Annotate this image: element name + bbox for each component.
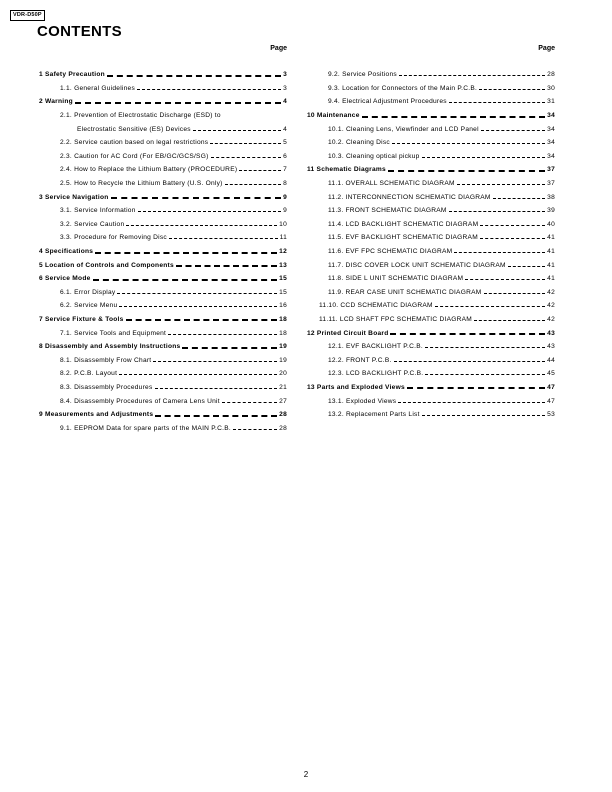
toc-entry-page: 6 xyxy=(283,152,287,160)
dot-leader xyxy=(107,75,281,77)
toc-entry[interactable] xyxy=(307,326,555,340)
toc-entry-label: 2.4. How to Replace the Lithium Battery (PROCEDURE) xyxy=(60,166,238,174)
dot-leader xyxy=(239,170,281,171)
toc-entry[interactable] xyxy=(307,381,555,395)
toc-entry[interactable] xyxy=(39,353,287,367)
toc-entry-page: 28 xyxy=(279,424,287,432)
toc-entry-label: Electrostatic Sensitive (ES) Devices xyxy=(77,125,191,133)
dot-leader xyxy=(398,402,545,403)
dot-leader xyxy=(399,75,545,76)
toc-entry-label: 11.10. CCD SCHEMATIC DIAGRAM xyxy=(319,302,433,310)
toc-entry-label: 9.3. Location for Connectors of the Main P.C.B. xyxy=(328,84,478,92)
dot-leader xyxy=(155,388,278,389)
toc-entry-label: 12.2. FRONT P.C.B. xyxy=(328,356,392,364)
dot-leader xyxy=(182,347,277,349)
toc-column-left xyxy=(39,44,287,435)
toc-entry[interactable] xyxy=(39,286,287,300)
toc-list-right xyxy=(307,68,555,421)
toc-entry[interactable] xyxy=(307,218,555,232)
toc-entry-page: 16 xyxy=(279,302,287,310)
toc-entry-label: 8 Disassembly and Assembly Instructions xyxy=(39,343,181,351)
dot-leader xyxy=(168,334,277,335)
toc-entry-page: 43 xyxy=(547,329,555,337)
toc-entry[interactable] xyxy=(39,299,287,313)
toc-entry[interactable] xyxy=(307,340,555,354)
dot-leader xyxy=(75,102,281,104)
toc-entry[interactable] xyxy=(39,218,287,232)
toc-entry-label: 11.3. FRONT SCHEMATIC DIAGRAM xyxy=(328,207,447,215)
toc-entry-page: 3 xyxy=(283,84,287,92)
toc-entry-label: 8.2. P.C.B. Layout xyxy=(60,370,118,378)
dot-leader xyxy=(155,415,277,417)
toc-entry-page: 34 xyxy=(547,152,555,160)
dot-leader xyxy=(193,130,281,131)
toc-entry[interactable] xyxy=(39,408,287,422)
dot-leader xyxy=(95,252,277,254)
toc-entry[interactable] xyxy=(39,326,287,340)
dot-leader xyxy=(138,211,281,212)
toc-entry[interactable] xyxy=(307,136,555,150)
toc-entry-page: 19 xyxy=(279,356,287,364)
dot-leader xyxy=(425,347,545,348)
toc-entry[interactable] xyxy=(39,95,287,109)
toc-entry-label: 11 Schematic Diagrams xyxy=(307,166,386,174)
dot-leader xyxy=(126,319,278,321)
dot-leader xyxy=(126,225,277,226)
toc-entry[interactable] xyxy=(307,245,555,259)
toc-entry-label: 10.2. Cleaning Disc xyxy=(328,139,390,147)
toc-entry-page: 41 xyxy=(547,234,555,242)
toc-entry-page: 34 xyxy=(547,112,555,120)
toc-entry-page: 34 xyxy=(547,125,555,133)
toc-entry-page: 39 xyxy=(547,207,555,215)
toc-entry-page: 40 xyxy=(547,220,555,228)
dot-leader xyxy=(449,102,545,103)
toc-entry-label: 6.2. Service Menu xyxy=(60,302,118,310)
toc-entry[interactable] xyxy=(307,408,555,422)
toc-entry-label: 2.5. How to Recycle the Lithium Battery (U.S. Only) xyxy=(60,180,223,188)
dot-leader xyxy=(176,265,277,267)
toc-entry[interactable] xyxy=(39,381,287,395)
dot-leader xyxy=(407,387,545,389)
toc-entry[interactable] xyxy=(307,95,555,109)
toc-entry-label: 6.1. Error Display xyxy=(60,288,116,296)
dot-leader xyxy=(119,306,277,307)
toc-entry-label: 11.7. DISC COVER LOCK UNIT SCHEMATIC DIAGRAM xyxy=(328,261,506,269)
toc-entry-label: 10.3. Cleaning optical pickup xyxy=(328,152,420,160)
toc-entry-page: 42 xyxy=(547,302,555,310)
toc-entry-page: 45 xyxy=(547,370,555,378)
toc-entry-page: 43 xyxy=(547,343,555,351)
toc-entry-page: 9 xyxy=(283,207,287,215)
dot-leader xyxy=(119,374,277,375)
dot-leader xyxy=(481,130,545,131)
dot-leader xyxy=(153,361,277,362)
toc-entry-label: 13 Parts and Exploded Views xyxy=(307,383,405,391)
toc-column-right xyxy=(307,44,555,421)
toc-entry[interactable] xyxy=(39,68,287,82)
toc-entry-page: 3 xyxy=(283,71,287,79)
toc-entry-page: 20 xyxy=(279,370,287,378)
toc-entry-label: 12 Printed Circuit Board xyxy=(307,329,389,337)
toc-entry-label: 1 Safety Precaution xyxy=(39,71,105,79)
toc-entry-page: 15 xyxy=(279,275,287,283)
toc-entry[interactable] xyxy=(39,258,287,272)
toc-entry-page: 13 xyxy=(279,261,287,269)
toc-entry[interactable] xyxy=(39,367,287,381)
dot-leader xyxy=(508,266,545,267)
toc-entry[interactable] xyxy=(307,394,555,408)
toc-entry[interactable] xyxy=(39,177,287,191)
dot-leader xyxy=(392,143,545,144)
toc-entry-label: 3.2. Service Caution xyxy=(60,220,125,228)
dot-leader xyxy=(169,238,278,239)
dot-leader xyxy=(474,320,545,321)
toc-entry[interactable] xyxy=(39,340,287,354)
page-number: 2 xyxy=(303,770,309,779)
toc-entry-label: 9.4. Electrical Adjustment Procedures xyxy=(328,98,447,106)
toc-entry[interactable] xyxy=(39,272,287,286)
toc-entry-page: 27 xyxy=(279,397,287,405)
page-title: CONTENTS xyxy=(37,23,122,40)
toc-entry-page: 41 xyxy=(547,248,555,256)
dot-leader xyxy=(480,238,545,239)
toc-entry-label: 5 Location of Controls and Components xyxy=(39,261,174,269)
toc-entry[interactable] xyxy=(39,150,287,164)
dot-leader xyxy=(394,361,546,362)
toc-entry-page: 19 xyxy=(279,343,287,351)
dot-leader xyxy=(479,89,545,90)
toc-entry-label: 8.1. Disassembly Frow Chart xyxy=(60,356,152,364)
toc-entry[interactable] xyxy=(39,394,287,408)
toc-entry-page: 8 xyxy=(283,180,287,188)
toc-entry-label: 4 Specifications xyxy=(39,248,94,256)
dot-leader xyxy=(211,157,282,158)
toc-entry[interactable] xyxy=(39,231,287,245)
toc-entry-page: 37 xyxy=(547,166,555,174)
dot-leader xyxy=(422,415,545,416)
toc-entry[interactable] xyxy=(39,109,287,123)
dot-leader xyxy=(425,374,545,375)
toc-entry-label: 7.1. Service Tools and Equipment xyxy=(60,329,167,337)
toc-entry[interactable] xyxy=(39,313,287,327)
dot-leader xyxy=(137,89,281,90)
toc-entry-page: 28 xyxy=(279,411,287,419)
toc-entry-page: 31 xyxy=(547,98,555,106)
toc-entry-page: 18 xyxy=(279,315,287,323)
dot-leader xyxy=(390,333,545,335)
dot-leader xyxy=(422,157,546,158)
page-column-heading: Page xyxy=(270,45,287,52)
toc-entry-page: 41 xyxy=(547,261,555,269)
toc-entry[interactable] xyxy=(307,82,555,96)
toc-entry-label: 2 Warning xyxy=(39,98,73,106)
dot-leader xyxy=(480,225,545,226)
toc-entry[interactable] xyxy=(39,163,287,177)
toc-entry[interactable] xyxy=(39,82,287,96)
toc-entry[interactable] xyxy=(39,245,287,259)
dot-leader xyxy=(465,279,545,280)
dot-leader xyxy=(111,197,282,199)
toc-entry-page: 5 xyxy=(283,139,287,147)
toc-entry[interactable] xyxy=(307,190,555,204)
dot-leader xyxy=(457,184,545,185)
toc-entry[interactable] xyxy=(39,204,287,218)
toc-entry-page: 37 xyxy=(547,180,555,188)
toc-entry[interactable] xyxy=(307,109,555,123)
toc-entry[interactable] xyxy=(307,286,555,300)
toc-entry-label: 10.1. Cleaning Lens, Viewfinder and LCD Panel xyxy=(328,125,479,133)
toc-entry[interactable] xyxy=(307,299,555,313)
toc-entry-label: 11.1. OVERALL SCHEMATIC DIAGRAM xyxy=(328,180,455,188)
toc-entry-page: 44 xyxy=(547,356,555,364)
toc-entry-page: 42 xyxy=(547,288,555,296)
toc-entry-page: 10 xyxy=(279,220,287,228)
toc-entry[interactable] xyxy=(307,68,555,82)
toc-entry-page: 21 xyxy=(279,383,287,391)
toc-entry-label: 11.5. EVF BACKLIGHT SCHEMATIC DIAGRAM xyxy=(328,234,478,242)
toc-entry-label: 2.1. Prevention of Electrostatic Discharge (ESD) to xyxy=(60,112,221,120)
toc-entry-label: 13.1. Exploded Views xyxy=(328,397,397,405)
toc-entry[interactable] xyxy=(307,313,555,327)
toc-entry-label: 3 Service Navigation xyxy=(39,193,109,201)
toc-entry[interactable] xyxy=(307,353,555,367)
dot-leader xyxy=(435,306,545,307)
toc-entry[interactable] xyxy=(307,122,555,136)
toc-entry-page: 4 xyxy=(283,125,287,133)
toc-entry-label: 11.8. SIDE L UNIT SCHEMATIC DIAGRAM xyxy=(328,275,464,283)
dot-leader xyxy=(222,402,277,403)
dot-leader xyxy=(117,293,277,294)
dot-leader xyxy=(493,198,546,199)
dot-leader xyxy=(210,143,281,144)
dot-leader xyxy=(233,429,277,430)
toc-entry-page: 18 xyxy=(279,329,287,337)
toc-entry-page: 53 xyxy=(547,411,555,419)
page-column-heading: Page xyxy=(538,45,555,52)
toc-entry-label: 9.1. EEPROM Data for spare parts of the MAIN P.C.B. xyxy=(60,424,231,432)
toc-entry[interactable] xyxy=(39,421,287,435)
toc-entry-page: 34 xyxy=(547,139,555,147)
dot-leader xyxy=(484,293,546,294)
toc-entry-label: 2.3. Caution for AC Cord (For EB/GC/GCS/SG) xyxy=(60,152,209,160)
toc-entry-label: 2.2. Service caution based on legal restrictions xyxy=(60,139,209,147)
toc-entry-page: 9 xyxy=(283,193,287,201)
toc-entry-label: 13.2. Replacement Parts List xyxy=(328,411,420,419)
toc-entry[interactable] xyxy=(307,163,555,177)
toc-entry-label: 11.2. INTERCONNECTION SCHEMATIC DIAGRAM xyxy=(328,193,491,201)
toc-entry-label: 12.1. EVF BACKLIGHT P.C.B. xyxy=(328,343,423,351)
toc-entry[interactable] xyxy=(307,177,555,191)
toc-entry-label: 11.9. REAR CASE UNIT SCHEMATIC DIAGRAM xyxy=(328,288,482,296)
toc-entry-page: 7 xyxy=(283,166,287,174)
toc-list-left xyxy=(39,68,287,435)
toc-entry-page: 38 xyxy=(547,193,555,201)
toc-entry-label: 12.3. LCD BACKLIGHT P.C.B. xyxy=(328,370,424,378)
toc-entry-label: 11.4. LCD BACKLIGHT SCHEMATIC DIAGRAM xyxy=(328,220,479,228)
dot-leader xyxy=(454,252,545,253)
dot-leader xyxy=(225,184,281,185)
toc-entry-label: 3.1. Service Information xyxy=(60,207,136,215)
toc-entry-label: 8.4. Disassembly Procedures of Camera Lens Unit xyxy=(60,397,220,405)
toc-entry[interactable] xyxy=(307,367,555,381)
dot-leader xyxy=(388,170,545,172)
toc-entry-label: 6 Service Mode xyxy=(39,275,91,283)
toc-entry-page: 11 xyxy=(279,234,287,242)
toc-entry-page: 47 xyxy=(547,397,555,405)
toc-entry[interactable] xyxy=(39,190,287,204)
toc-entry-label: 8.3. Disassembly Procedures xyxy=(60,383,153,391)
toc-entry[interactable] xyxy=(39,136,287,150)
toc-entry-label: 9 Measurements and Adjustments xyxy=(39,411,154,419)
toc-entry-label: 10 Maintenance xyxy=(307,112,360,120)
toc-entry[interactable] xyxy=(307,204,555,218)
toc-entry-page: 47 xyxy=(547,383,555,391)
toc-entry[interactable] xyxy=(307,272,555,286)
toc-entry[interactable] xyxy=(307,258,555,272)
dot-leader xyxy=(362,116,546,118)
toc-entry-label: 7 Service Fixture & Tools xyxy=(39,315,124,323)
toc-entry-page: 41 xyxy=(547,275,555,283)
toc-entry-page: 28 xyxy=(547,71,555,79)
toc-entry-page: 15 xyxy=(279,288,287,296)
dot-leader xyxy=(449,211,546,212)
toc-entry-label: 11.11. LCD SHAFT FPC SCHEMATIC DIAGRAM xyxy=(319,315,472,323)
toc-entry-label: 9.2. Service Positions xyxy=(328,71,397,79)
toc-entry-page: 30 xyxy=(547,84,555,92)
toc-entry-label: 1.1. General Guidelines xyxy=(60,84,136,92)
toc-entry-label: 3.3. Procedure for Removing Disc xyxy=(60,234,167,242)
toc-entry-label: 11.6. EVF FPC SCHEMATIC DIAGRAM xyxy=(328,248,453,256)
dot-leader xyxy=(93,279,278,281)
toc-entry[interactable] xyxy=(39,122,287,136)
toc-entry-page: 4 xyxy=(283,98,287,106)
model-tag: VDR-D50P xyxy=(10,10,45,21)
toc-entry[interactable] xyxy=(307,231,555,245)
toc-entry[interactable] xyxy=(307,150,555,164)
toc-entry-page: 12 xyxy=(279,248,287,256)
toc-entry-page: 42 xyxy=(547,315,555,323)
